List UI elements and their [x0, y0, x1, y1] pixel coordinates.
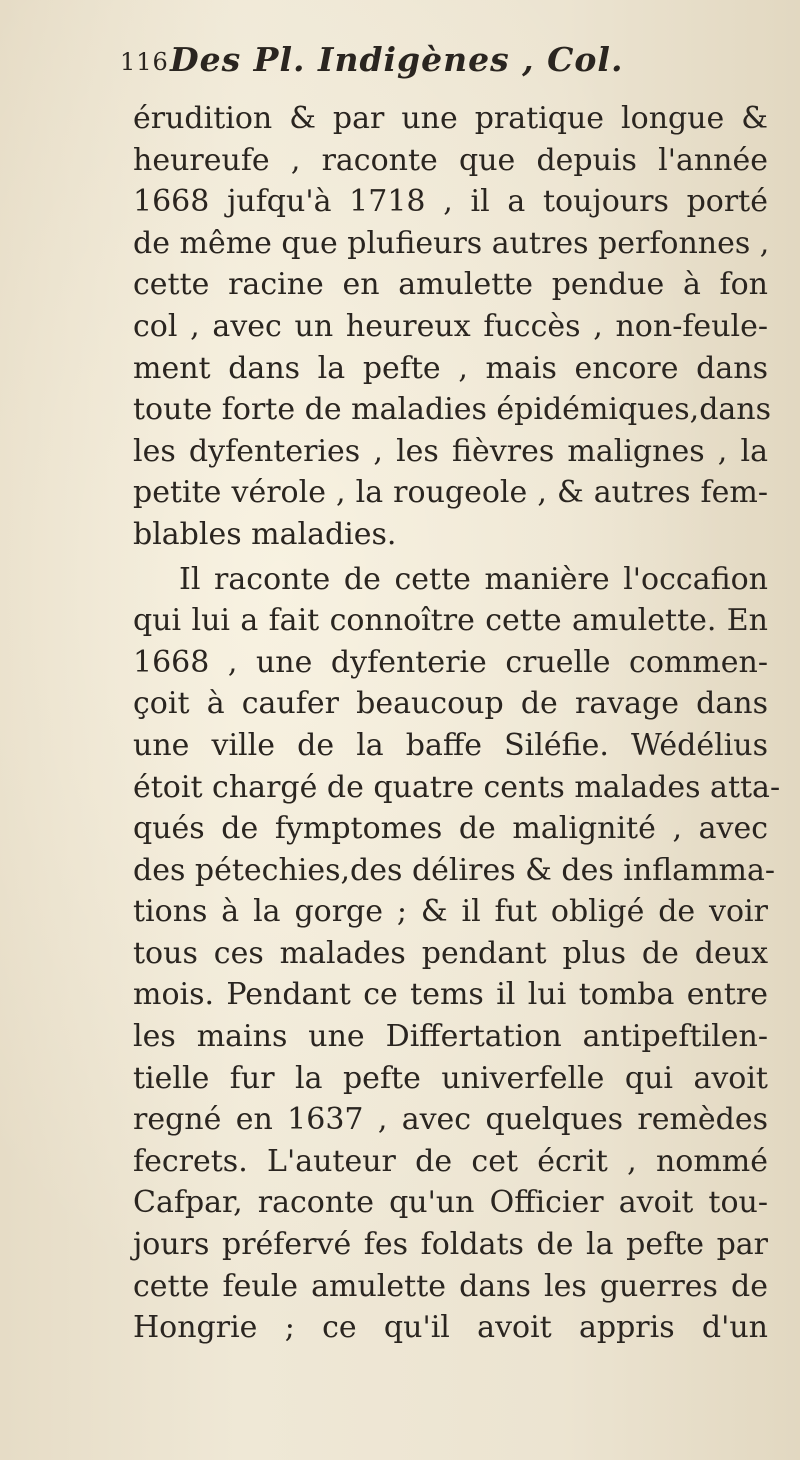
text-line: col , avec un heureux fuccès , non-feule- — [133, 308, 768, 344]
running-head: Des Pl. Indigènes , Col. — [170, 40, 624, 79]
text-line: Hongrie ; ce qu'il avoit appris d'un — [133, 1310, 768, 1346]
text-line: tielle fur la pefte univerfelle qui avoit — [133, 1060, 768, 1096]
page-header — [120, 40, 780, 98]
text-line: cette racine en amulette pendue à fon — [133, 267, 768, 303]
paragraph-1 — [133, 98, 771, 556]
text-line: ment dans la pefte , mais encore dans — [133, 350, 768, 386]
text-line: étoit chargé de quatre cents malades atta- — [133, 769, 781, 805]
text-line: fecrets. L'auteur de cet écrit , nommé — [133, 1143, 768, 1179]
text-line: mois. Pendant ce tems il lui tomba entre — [133, 977, 768, 1013]
text-line: Cafpar, raconte qu'un Officier avoit tou- — [133, 1185, 768, 1221]
text-line: une ville de la baffe Siléfie. Wédélius — [133, 727, 768, 763]
text-line: les mains une Differtation antipeftilen- — [133, 1019, 768, 1055]
text-line: 1668 , une dyfenterie cruelle commen- — [133, 644, 768, 680]
text-line: tions à la gorge ; & il fut obligé de voir — [133, 894, 768, 930]
text-line: çoit à caufer beaucoup de ravage dans — [133, 686, 768, 722]
text-line: petite vérole , la rougeole , & autres fem- — [133, 475, 768, 511]
text-line: Il raconte de cette manière l'occafion — [179, 561, 768, 597]
body-text — [133, 98, 781, 1349]
text-line: qués de fymptomes de malignité , avec — [133, 811, 768, 847]
page-number: 116 — [120, 48, 169, 76]
text-line: heureufe , raconte que depuis l'année — [133, 142, 768, 178]
paragraph-2 — [133, 559, 781, 1349]
text-line: regné en 1637 , avec quelques remèdes — [133, 1102, 768, 1138]
text-line: tous ces malades pendant plus de deux — [133, 935, 768, 971]
text-line: 1668 jufqu'à 1718 , il a toujours porté — [133, 184, 768, 220]
text-line: cette feule amulette dans les guerres de — [133, 1268, 768, 1304]
text-line: les dyfenteries , les fièvres malignes , la — [133, 433, 768, 469]
text-line: qui lui a fait connoître cette amulette. En — [133, 603, 768, 639]
text-line: des pétechies,des délires & des inflamma- — [133, 852, 775, 888]
text-line: toute forte de maladies épidémiques,dans — [133, 392, 771, 428]
text-line: jours préfervé fes foldats de la pefte par — [133, 1227, 768, 1263]
text-line: blables maladies. — [133, 516, 397, 552]
text-line: de même que plufieurs autres perfonnes , — [133, 225, 770, 261]
text-line: érudition & par une pratique longue & — [133, 101, 768, 136]
